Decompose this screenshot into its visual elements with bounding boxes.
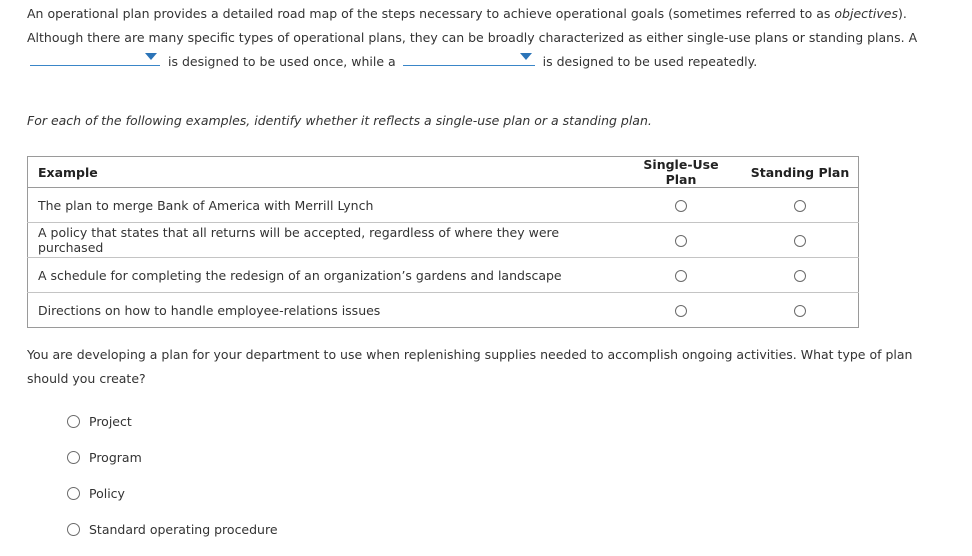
example-text: A policy that states that all returns will be accepted, regardless of where they were purchased xyxy=(28,223,621,258)
single-use-radio[interactable] xyxy=(675,200,687,212)
single-use-radio[interactable] xyxy=(675,270,687,282)
plan-type-dropdown-2[interactable] xyxy=(403,49,535,66)
header-example: Example xyxy=(28,157,621,188)
table-row xyxy=(28,188,859,223)
option-standard-operating-procedure[interactable] xyxy=(67,511,278,547)
answer-options xyxy=(67,410,278,554)
option-radio[interactable] xyxy=(67,523,80,536)
question-text: You are developing a plan for your department to use when replenishing supplies needed to accomplish ongoing activities. What type of plan should you create? xyxy=(27,347,913,386)
dropdown-arrow-icon xyxy=(520,53,532,60)
intro-paragraph xyxy=(27,2,947,74)
option-program[interactable] xyxy=(67,439,278,475)
option-policy[interactable] xyxy=(67,475,278,511)
option-radio[interactable] xyxy=(67,415,80,428)
intro-italic-objectives: objectives xyxy=(834,6,898,21)
plan-type-dropdown-1[interactable] xyxy=(30,49,160,66)
intro-text-end: is designed to be used repeatedly. xyxy=(542,54,758,69)
table-row xyxy=(28,258,859,293)
intro-text-mid: is designed to be used once, while a xyxy=(167,54,396,69)
header-single-use: Single-Use Plan xyxy=(620,157,742,188)
table-row xyxy=(28,223,859,258)
example-text: Directions on how to handle employee-relations issues xyxy=(38,302,381,318)
examples-table xyxy=(27,156,859,328)
example-text: A schedule for completing the redesign of an organization’s gardens and landscape xyxy=(28,258,621,293)
standing-radio[interactable] xyxy=(794,235,806,247)
standing-radio[interactable] xyxy=(794,305,806,317)
intro-text-1: An operational plan provides a detailed road map of the steps necessary to achieve operational goals (sometimes referred to as xyxy=(27,6,835,21)
table-row xyxy=(28,293,859,328)
table-header-row xyxy=(28,157,859,188)
option-label: Project xyxy=(89,413,132,429)
option-label: Policy xyxy=(89,485,125,501)
standing-radio[interactable] xyxy=(794,270,806,282)
single-use-radio[interactable] xyxy=(675,235,687,247)
standing-radio[interactable] xyxy=(794,200,806,212)
option-label: Program xyxy=(89,449,142,465)
option-radio[interactable] xyxy=(67,451,80,464)
single-use-radio[interactable] xyxy=(675,305,687,317)
intro-text-2: ). Although there are many specific types of operational plans, they can be broadly characterized as either single-use plans or standing plans. A xyxy=(27,6,918,45)
header-standing: Standing Plan xyxy=(742,157,859,188)
instructions: For each of the following examples, identify whether it reflects a single-use plan or a standing plan. xyxy=(27,113,652,128)
option-project[interactable] xyxy=(67,403,278,439)
example-text: The plan to merge Bank of America with Merrill Lynch xyxy=(28,188,621,223)
dropdown-arrow-icon xyxy=(145,53,157,60)
option-radio[interactable] xyxy=(67,487,80,500)
option-label: Standard operating procedure xyxy=(89,521,278,537)
